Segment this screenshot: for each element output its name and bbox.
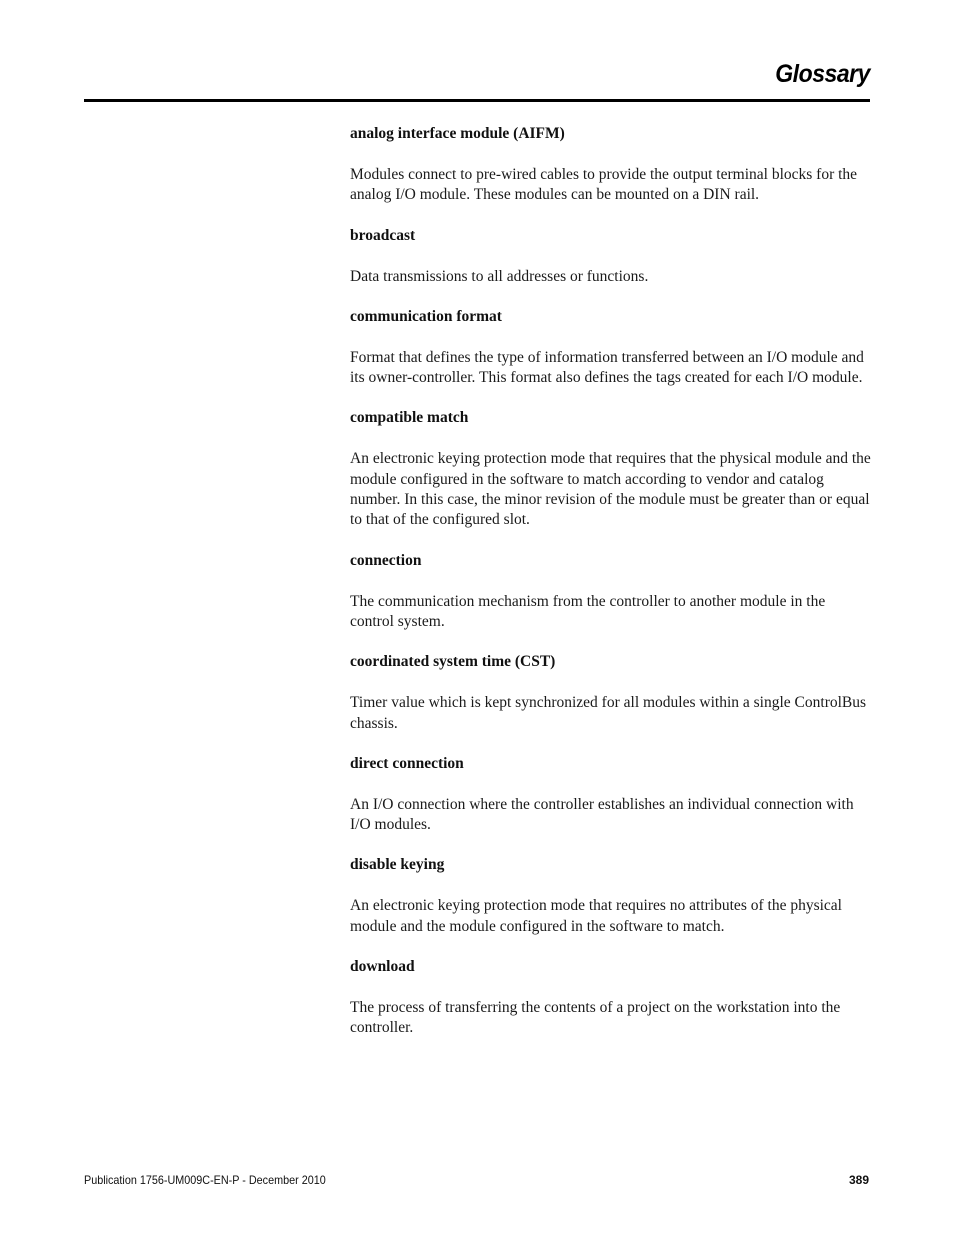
- glossary-list: [350, 124, 872, 1059]
- glossary-term: download: [350, 958, 415, 976]
- glossary-entry: [350, 408, 872, 530]
- glossary-term: broadcast: [350, 226, 416, 244]
- glossary-entry: [350, 124, 872, 206]
- glossary-term: direct connection: [350, 754, 464, 772]
- glossary-term: communication format: [350, 307, 502, 325]
- publication-info: Publication 1756-UM009C-EN-P - December 2010: [84, 1173, 326, 1187]
- glossary-term: analog interface module (AIFM): [350, 125, 565, 142]
- page-number: 389: [848, 1173, 869, 1187]
- glossary-definition: The process of transferring the contents of a project on the workstation into the controller.: [350, 999, 841, 1037]
- glossary-definition: An electronic keying protection mode that requires that the physical module and the module configured in the software to match according to vendor and catalog number. In this case, the minor revision of the module must be greater than or equal to that of the configured slot.: [350, 450, 871, 529]
- glossary-definition: An I/O connection where the controller establishes an individual connection with I/O modules.: [350, 795, 854, 834]
- glossary-term: coordinated system time (CST): [350, 653, 556, 671]
- glossary-entry: [350, 855, 872, 937]
- title-divider: [84, 99, 870, 102]
- glossary-definition: Format that defines the type of information transferred between an I/O module and its owner-controller. This format also defines the tags created for each I/O module.: [350, 348, 864, 387]
- glossary-definition: Modules connect to pre-wired cables to provide the output terminal blocks for the analog I/O module. These modules can be mounted on a DIN rail.: [350, 166, 858, 204]
- glossary-term: connection: [350, 551, 422, 569]
- page-title: Glossary: [775, 60, 870, 88]
- glossary-term: disable keying: [350, 856, 445, 874]
- glossary-entry: [350, 307, 872, 389]
- glossary-entry: [350, 652, 872, 734]
- glossary-definition: An electronic keying protection mode that requires no attributes of the physical module and the module configured in the software to match.: [350, 897, 842, 935]
- glossary-definition: Data transmissions to all addresses or functions.: [350, 267, 649, 285]
- glossary-term: compatible match: [350, 409, 469, 427]
- glossary-definition: The communication mechanism from the controller to another module in the control system.: [350, 592, 826, 630]
- glossary-entry: [350, 551, 872, 633]
- glossary-entry: [350, 754, 872, 836]
- glossary-entry: [350, 957, 872, 1039]
- glossary-definition: Timer value which is kept synchronized for all modules within a single ControlBus chassis.: [350, 694, 867, 732]
- glossary-entry: [350, 226, 872, 287]
